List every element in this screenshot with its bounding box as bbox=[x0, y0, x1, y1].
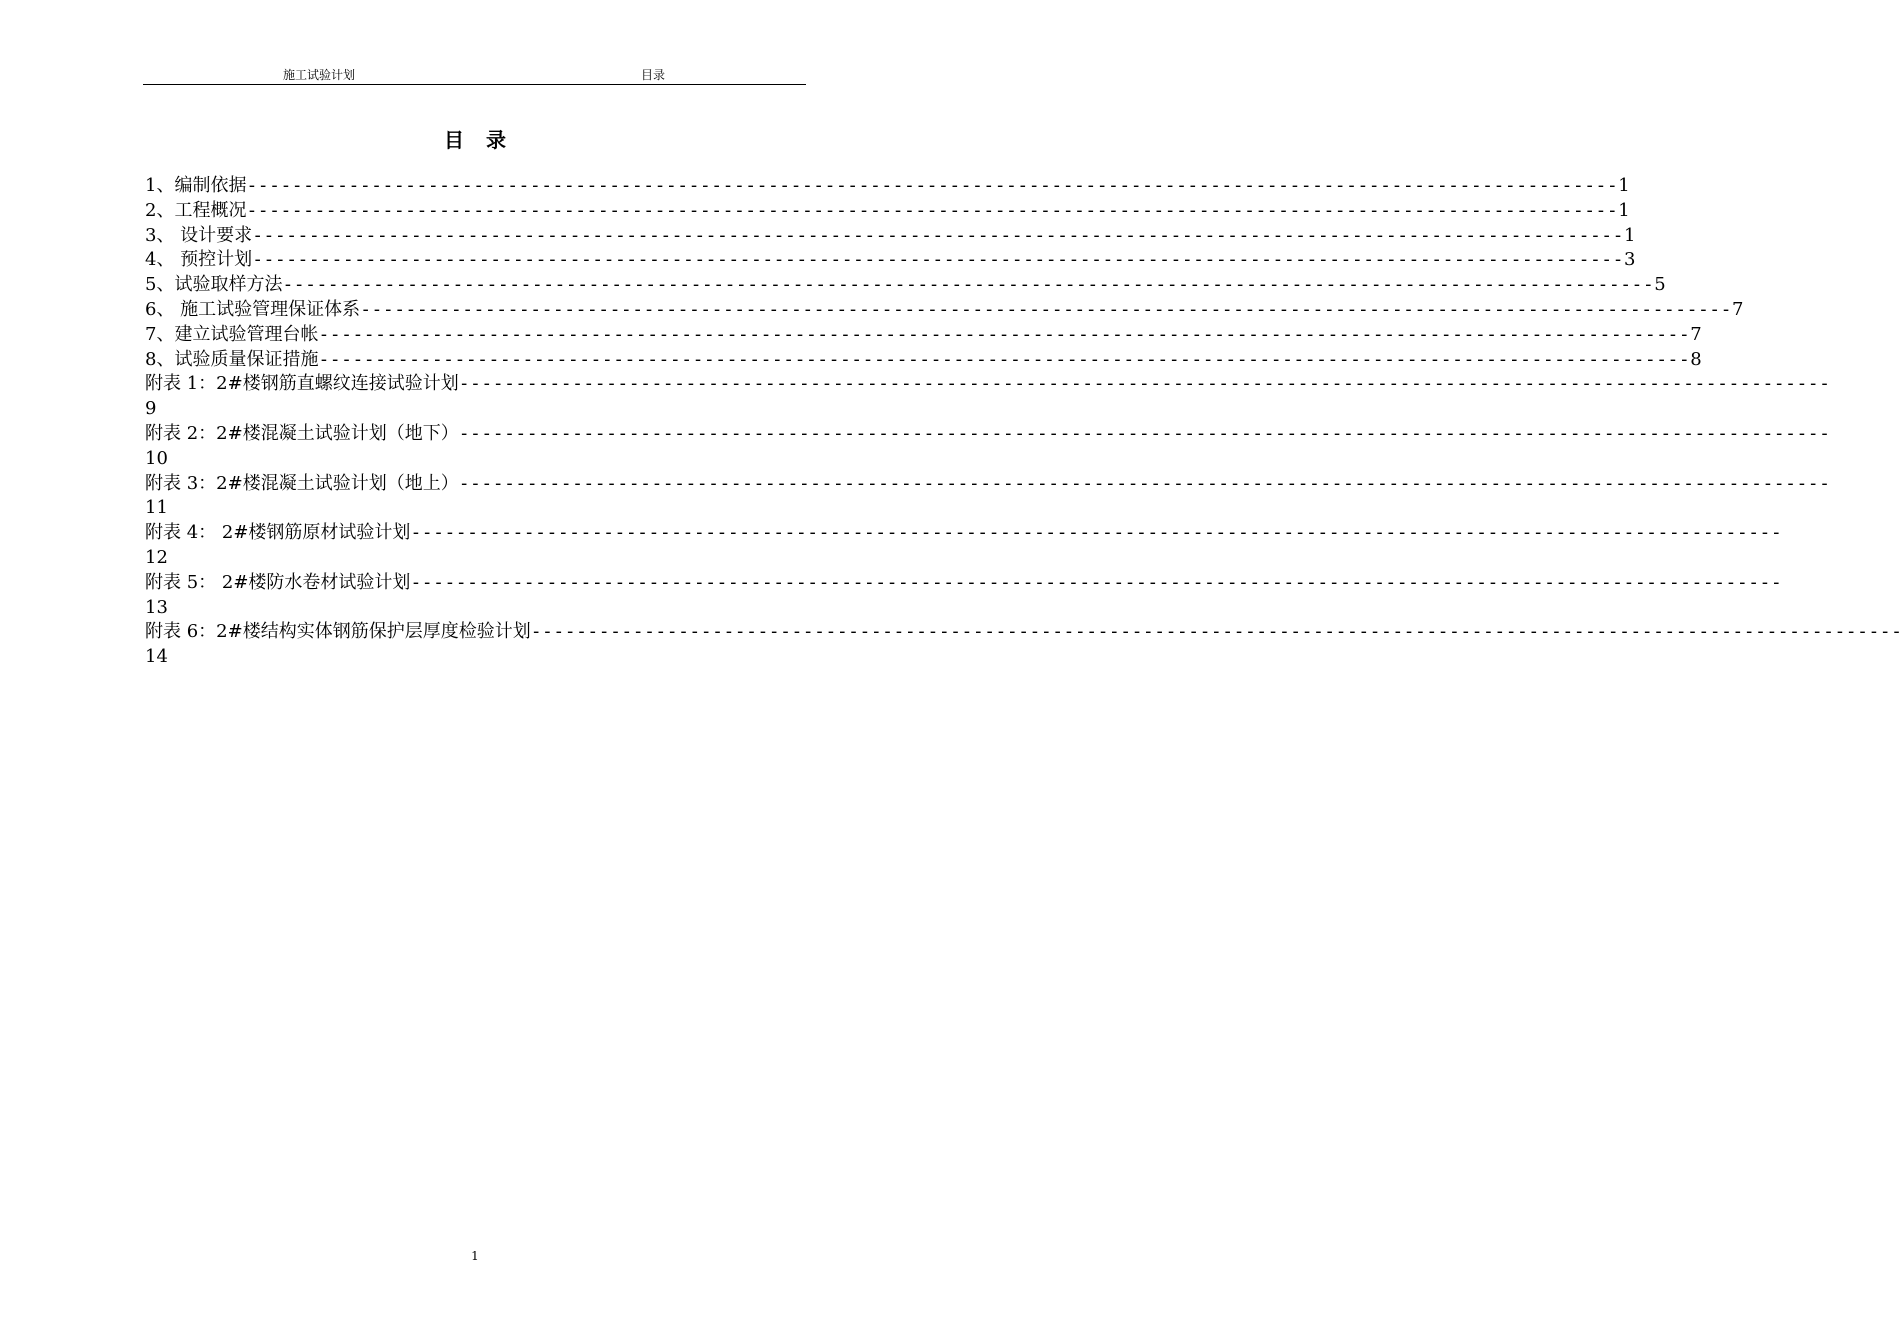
toc-appendix-entry[interactable] bbox=[145, 571, 1783, 621]
toc-appendix-label: 附表 2：2#楼混凝土试验计划（地下） bbox=[145, 422, 459, 444]
toc-appendix-entry[interactable] bbox=[145, 422, 1831, 472]
toc-entry-page: 3 bbox=[1623, 249, 1636, 271]
toc-entry[interactable] bbox=[145, 248, 1636, 273]
toc-appendix-page: 9 bbox=[145, 398, 157, 420]
toc-appendix-entry[interactable] bbox=[145, 521, 1783, 571]
toc-leader: ------------------------------------------------------------------------------------------------------------------------- bbox=[410, 571, 1783, 593]
toc-entry[interactable] bbox=[145, 174, 1630, 199]
toc-leader: ------------------------------------------------------------------------------------------------------------------------- bbox=[318, 323, 1691, 345]
toc-entry-page: 7 bbox=[1690, 323, 1702, 345]
toc-appendix-page: 13 bbox=[145, 596, 168, 618]
toc-leader: ------------------------------------------------------------------------------------------------------------------------- bbox=[246, 199, 1619, 221]
toc-entry[interactable] bbox=[145, 323, 1702, 348]
toc-appendix-page: 14 bbox=[145, 646, 168, 668]
toc-leader: ------------------------------------------------------------------------------------------------------------------------- bbox=[458, 422, 1831, 444]
toc-entry-page: 1 bbox=[1618, 175, 1630, 196]
toc-entry-label: 7、建立试验管理台帐 bbox=[145, 323, 319, 345]
toc-appendix-page: 10 bbox=[145, 447, 168, 469]
toc-appendix-page: 11 bbox=[145, 497, 168, 519]
toc-entry-label: 8、试验质量保证措施 bbox=[145, 348, 319, 370]
toc-appendix-label: 附表 3：2#楼混凝土试验计划（地上） bbox=[145, 472, 459, 494]
toc-entry-page: 7 bbox=[1731, 298, 1744, 320]
table-of-contents bbox=[145, 174, 1903, 670]
toc-leader: ------------------------------------------------------------------------------------------------------------------------- bbox=[530, 621, 1903, 643]
toc-appendix-entry[interactable] bbox=[145, 472, 1831, 522]
toc-leader: ------------------------------------------------------------------------------------------------------------------------- bbox=[458, 472, 1831, 494]
toc-leader: ------------------------------------------------------------------------------------------------------------------------- bbox=[252, 224, 1624, 246]
toc-leader: ------------------------------------------------------------------------------------------------------------------------- bbox=[318, 348, 1691, 370]
toc-entry[interactable] bbox=[145, 273, 1666, 298]
toc-entry-label: 2、工程概况 bbox=[145, 199, 247, 221]
toc-entry[interactable] bbox=[145, 224, 1636, 249]
toc-leader: ------------------------------------------------------------------------------------------------------------------------- bbox=[458, 373, 1831, 395]
toc-entry-label: 1、编制依据 bbox=[145, 175, 247, 196]
toc-entry-page: 8 bbox=[1690, 348, 1702, 370]
toc-entry-label: 4、 预控计划 bbox=[145, 249, 253, 271]
page-title: 目录 bbox=[444, 128, 528, 152]
toc-entry-page: 5 bbox=[1654, 274, 1666, 296]
toc-leader: ------------------------------------------------------------------------------------------------------------------------- bbox=[246, 175, 1619, 196]
toc-entry-label: 5、试验取样方法 bbox=[145, 274, 283, 296]
page-header bbox=[143, 66, 806, 85]
toc-appendix-label: 附表 4： 2#楼钢筋原材试验计划 bbox=[145, 522, 411, 544]
toc-entry[interactable] bbox=[145, 199, 1630, 224]
toc-entry-page: 1 bbox=[1618, 199, 1630, 221]
toc-leader: ------------------------------------------------------------------------------------------------------------------------- bbox=[252, 249, 1624, 271]
toc-appendix-page: 12 bbox=[145, 546, 168, 568]
page-number: 1 bbox=[471, 1249, 479, 1263]
toc-leader: ------------------------------------------------------------------------------------------------------------------------- bbox=[282, 274, 1655, 296]
toc-appendix-label: 附表 1：2#楼钢筋直螺纹连接试验计划 bbox=[145, 373, 459, 395]
header-section-title: 目录 bbox=[641, 68, 666, 82]
toc-entry-page: 1 bbox=[1623, 224, 1636, 246]
toc-leader: ------------------------------------------------------------------------------------------------------------------------- bbox=[410, 522, 1783, 544]
toc-appendix-entry[interactable] bbox=[145, 372, 1831, 422]
toc-entry-label: 6、 施工试验管理保证体系 bbox=[145, 298, 361, 320]
header-document-title: 施工试验计划 bbox=[283, 68, 356, 82]
toc-appendix-label: 附表 6：2#楼结构实体钢筋保护层厚度检验计划 bbox=[145, 621, 531, 643]
toc-leader: ------------------------------------------------------------------------------------------------------------------------- bbox=[360, 298, 1732, 320]
toc-entry[interactable] bbox=[145, 348, 1702, 373]
toc-appendix-entry[interactable] bbox=[145, 620, 1903, 670]
toc-entry-label: 3、 设计要求 bbox=[145, 224, 253, 246]
toc-entry[interactable] bbox=[145, 298, 1744, 323]
toc-appendix-label: 附表 5： 2#楼防水卷材试验计划 bbox=[145, 571, 411, 593]
